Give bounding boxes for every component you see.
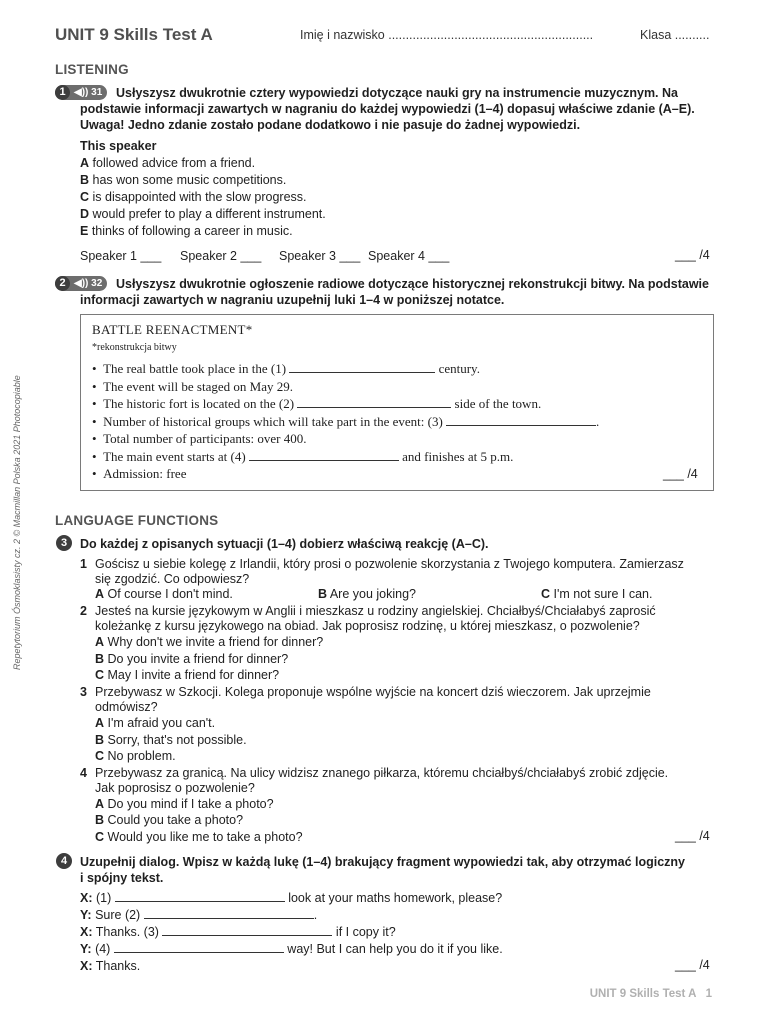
exercise-4-score: ___ /4 [675, 958, 710, 972]
exercise-3-number-badge: 3 [56, 535, 72, 551]
note-footnote: *rekonstrukcja bitwy [92, 342, 177, 353]
gap-2[interactable] [297, 396, 451, 408]
dialog-line-3: X: Thanks. (3) if I copy it? [80, 925, 396, 939]
situation-4-option-c: C Would you like me to take a photo? [95, 830, 303, 844]
situation-3-option-a: A I'm afraid you can't. [95, 716, 216, 730]
gap-1[interactable] [289, 361, 435, 373]
note-bullet-3: • The historic fort is located on the (2) side of the town. [92, 396, 542, 411]
option-e: E thinks of following a career in music. [80, 224, 293, 238]
gap-4[interactable] [249, 449, 399, 461]
exercise-1-instruction-line-2: podstawie informacji zawartych w nagraniu do każdej wypowiedzi (1–4) dopasuj właściwe zdanie (A–E). [80, 102, 695, 116]
dialog-gap-1[interactable] [115, 890, 285, 902]
exercise-1-score: ___ /4 [675, 248, 710, 262]
situation-3-option-c: C No problem. [95, 749, 176, 763]
exercise-1-instruction-line-1: Usłyszysz dwukrotnie cztery wypowiedzi dotyczące nauki gry na instrumencie muzycznym. Na [116, 86, 678, 100]
situation-2-number: 2 [80, 604, 87, 618]
situation-1-option-b: B Are you joking? [318, 587, 416, 601]
speaker-4-answer[interactable]: Speaker 4 ___ [368, 249, 450, 263]
exercise-4-instruction-line-2: i spójny tekst. [80, 871, 164, 885]
situation-1-number: 1 [80, 557, 87, 571]
dialog-line-5: X: Thanks. [80, 959, 141, 973]
audio-icon: ◀)) [74, 278, 92, 290]
note-bullet-7: • Admission: free [92, 466, 187, 481]
situation-2-option-a: A Why don't we invite a friend for dinner? [95, 635, 324, 649]
exercise-2-instruction-line-2: informacji zawartych w nagraniu uzupełnij luki 1–4 w poniższej notatce. [80, 293, 505, 307]
dialog-gap-2[interactable] [144, 907, 314, 919]
situation-4-option-b: B Could you take a photo? [95, 813, 244, 827]
situation-1-line-1: Gościsz u siebie kolegę z Irlandii, który prosi o pozwolenie skorzystania z Twojego komputera. Zamierzasz [95, 557, 684, 571]
dialog-line-1: X: (1) look at your maths homework, please? [80, 891, 503, 905]
copyright-side-text: Repetytorium Ósmoklasisty cz. 2 © Macmillan Polska 2021 Photocopiable [12, 375, 22, 670]
track-number: 32 [91, 278, 103, 290]
exercise-4-number-badge: 4 [56, 853, 72, 869]
exercise-3-score: ___ /4 [675, 829, 710, 843]
note-bullet-4: • Number of historical groups which will take part in the event: (3) . [92, 414, 600, 429]
exercise-1-badge [55, 85, 107, 100]
name-field: Imię i nazwisko ........................................................... [300, 28, 594, 42]
gap-3[interactable] [446, 414, 596, 426]
note-title: BATTLE REENACTMENT* [92, 322, 253, 337]
situation-3-line-1: Przebywasz w Szkocji. Kolega proponuje wspólne wyjście na koncert dziś wieczorem. Jak uprzejmie [95, 685, 651, 699]
situation-2-option-b: B Do you invite a friend for dinner? [95, 652, 289, 666]
situation-3-option-b: B Sorry, that's not possible. [95, 733, 247, 747]
dialog-gap-3[interactable] [162, 924, 332, 936]
situation-2-line-1: Jesteś na kursie językowym w Anglii i mieszkasz u rodziny angielskiej. Chciałbyś/Chciałabyś zaprosić [95, 604, 656, 618]
situation-3-line-2: odmówisz? [95, 700, 158, 714]
note-bullet-6: • The main event starts at (4) and finishes at 5 p.m. [92, 449, 514, 464]
dialog-line-2: Y: Sure (2) . [80, 908, 318, 922]
situation-4-option-a: A Do you mind if I take a photo? [95, 797, 274, 811]
option-d: D would prefer to play a different instrument. [80, 207, 326, 221]
track-number: 31 [91, 87, 103, 99]
note-box [80, 314, 714, 491]
exercise-3-instruction: Do każdej z opisanych sytuacji (1–4) dobierz właściwą reakcję (A–C). [80, 537, 489, 551]
situation-2-option-c: C May I invite a friend for dinner? [95, 668, 280, 682]
exercise-4-instruction-line-1: Uzupełnij dialog. Wpisz w każdą lukę (1–4) brakujący fragment wypowiedzi tak, aby otrzymać logiczny [80, 855, 686, 869]
speaker-1-answer[interactable]: Speaker 1 ___ [80, 249, 162, 263]
page-footer: UNIT 9 Skills Test A 1 [589, 988, 712, 1000]
speaker-2-answer[interactable]: Speaker 2 ___ [180, 249, 262, 263]
option-a: A followed advice from a friend. [80, 156, 256, 170]
dialog-line-4: Y: (4) way! But I can help you do it if you like. [80, 942, 503, 956]
situation-3-number: 3 [80, 685, 87, 699]
situation-4-line-1: Przebywasz za granicą. Na ulicy widzisz znanego piłkarza, któremu chciałbyś/chciałabyś zrobić zdjęcie. [95, 766, 669, 780]
exercise-number: 1 [55, 85, 70, 100]
option-c: C is disappointed with the slow progress. [80, 190, 307, 204]
option-b: B has won some music competitions. [80, 173, 287, 187]
exercise-2-instruction-line-1: Usłyszysz dwukrotnie ogłoszenie radiowe dotyczące historycznej rekonstrukcji bitwy. Na podstawie [116, 277, 709, 291]
dialog-gap-4[interactable] [114, 941, 284, 953]
exercise-1-instruction-line-3: Uwaga! Jedno zdanie zostało podane dodatkowo i nie pasuje do żadnej wypowiedzi. [80, 118, 581, 132]
situation-1-option-c: C I'm not sure I can. [541, 587, 653, 601]
situation-2-line-2: koleżankę z kursu językowego na obiad. Jak poprosisz rodzinę, u której mieszkasz, o pozwolenie? [95, 619, 640, 633]
situation-1-line-2: się zgodzić. Co odpowiesz? [95, 572, 250, 586]
note-bullet-5: • Total number of participants: over 400. [92, 431, 307, 446]
page-title: UNIT 9 Skills Test A [55, 25, 213, 44]
note-bullet-2: • The event will be staged on May 29. [92, 379, 293, 394]
exercise-2-score: ___ /4 [663, 467, 698, 481]
listening-heading: LISTENING [55, 62, 129, 77]
speaker-3-answer[interactable]: Speaker 3 ___ [279, 249, 361, 263]
situation-1-option-a: A Of course I don't mind. [95, 587, 233, 601]
exercise-2-badge [55, 276, 107, 291]
language-functions-heading: LANGUAGE FUNCTIONS [55, 513, 219, 528]
situation-4-number: 4 [80, 766, 87, 780]
exercise-number: 2 [55, 276, 70, 291]
class-field: Klasa .......... [640, 28, 710, 42]
note-bullet-1: • The real battle took place in the (1) century. [92, 361, 480, 376]
audio-icon: ◀)) [74, 87, 92, 99]
exercise-1-stem: This speaker [80, 139, 157, 153]
situation-4-line-2: Jak poprosisz o pozwolenie? [95, 781, 255, 795]
